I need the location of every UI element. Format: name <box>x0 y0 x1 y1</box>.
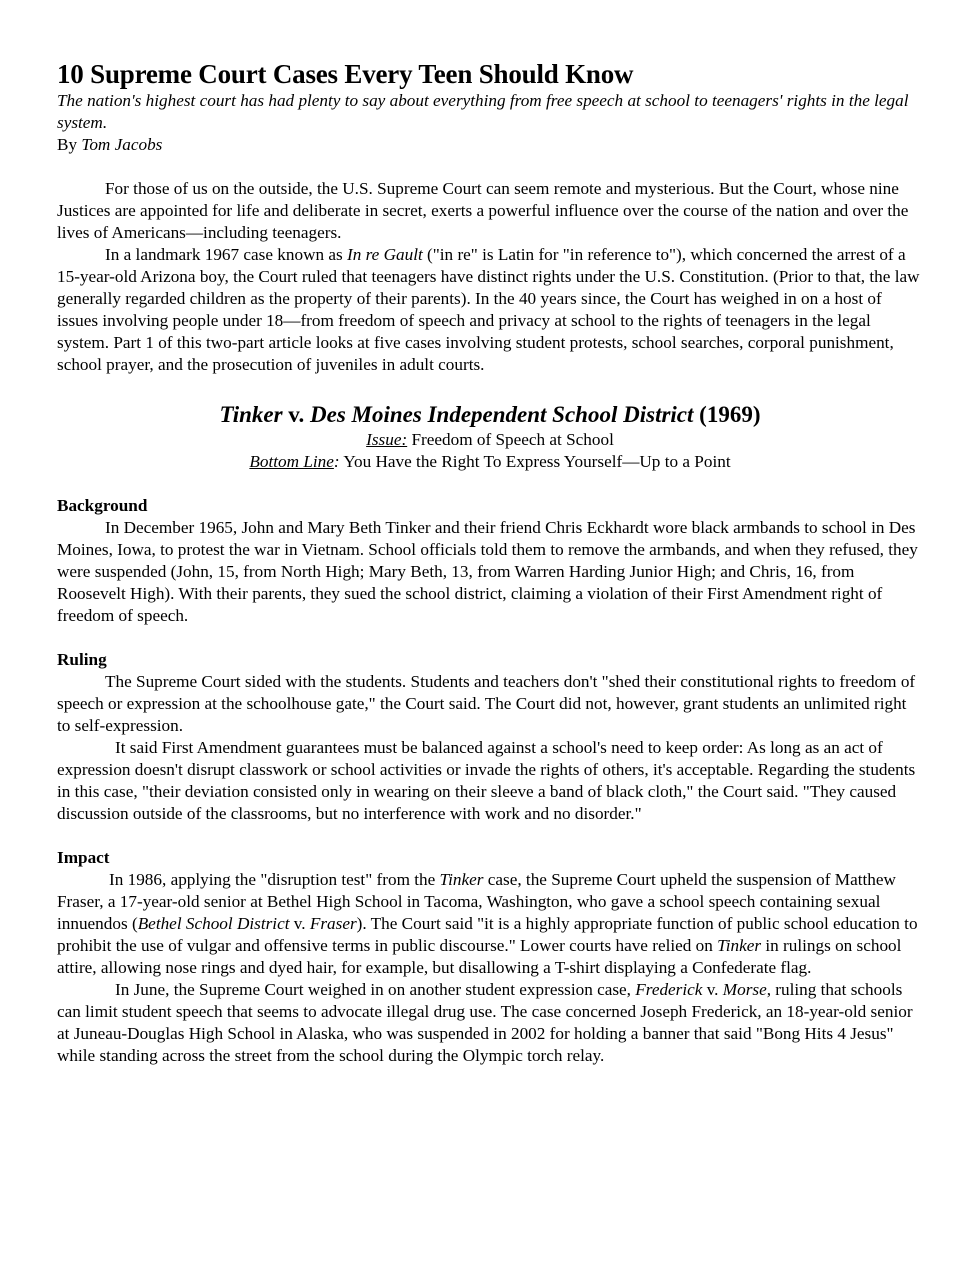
background-heading: Background <box>57 496 148 515</box>
case-party-2: Des Moines Independent School District <box>310 402 694 427</box>
bottom-line-colon: : <box>333 452 340 471</box>
intro-paragraph-1: For those of us on the outside, the U.S. Supreme Court can seem remote and mysterious. But the Court, whose nine Justices are appointed for life and deliberate in secret, exerts a powerful influence over the course of the nation and over the lives of Americans—including teenagers. <box>57 179 909 242</box>
morse-case: Morse <box>722 980 767 999</box>
bottom-line-text: You Have the Right To Express Yourself—Up to a Point <box>343 452 731 471</box>
byline-label: By <box>57 135 78 154</box>
case-year: (1969) <box>699 402 761 427</box>
ruling-heading: Ruling <box>57 650 107 669</box>
article-title: 10 Supreme Court Cases Every Teen Should Know <box>57 59 634 89</box>
bottom-line-label: Bottom Line <box>249 452 334 471</box>
impact-p1-versus: v. <box>293 914 306 933</box>
case-heading <box>57 401 923 429</box>
issue-text: Freedom of Speech at School <box>411 430 614 449</box>
ruling-paragraph-1: The Supreme Court sided with the students. Students and teachers don't "shed their constitutional rights to freedom of speech or expression at the schoolhouse gate," the Court said. The Court did not, however, grant students an unlimited right to self-expression. <box>57 672 916 735</box>
case-bottom-line <box>57 451 923 473</box>
case-versus: v. <box>288 402 305 427</box>
intro-p2-text-a: In a landmark 1967 case known as <box>105 245 343 264</box>
impact-p1-text-a: In 1986, applying the "disruption test" from the <box>109 870 436 889</box>
frederick-case: Frederick <box>635 980 703 999</box>
impact-paragraph-2 <box>57 979 923 1067</box>
case-issue <box>57 429 923 451</box>
byline <box>57 134 923 156</box>
tinker-ref-2: Tinker <box>717 936 762 955</box>
intro-paragraph-2 <box>57 244 923 376</box>
issue-label: Issue: <box>366 430 408 449</box>
in-re-gault-case: In re Gault <box>347 245 423 264</box>
intro-p2-text-b: ("in re" is Latin for "in reference to"), which concerned the arrest of a 15-year-old Arizona boy, the Court ruled that teenagers have distinct rights under the U.S. Constitution. (Prior to that, the law generally regarded children as the property of their parents). In the 40 years since, the Court has weighed in on a host of issues involving people under 18—from freedom of speech and privacy at school to the rights of teenagers in the legal system. Part 1 of this two-part article looks at five cases involving student protests, school searches, corporal punishment, school prayer, and the prosecution of juveniles in adult courts. <box>57 245 920 374</box>
article-subtitle: The nation's highest court has had plenty to say about everything from free speech at school to teenagers' rights in the legal system. <box>57 91 909 132</box>
tinker-ref: Tinker <box>439 870 484 889</box>
impact-heading: Impact <box>57 848 110 867</box>
impact-p1-text-b: case, the Supreme Court upheld the suspension of Matthew Fraser, a 17-year-old senior at Bethel High School in Tacoma, Washington, who gave a school speech containing sexual innuendos ( <box>57 870 896 933</box>
case-party-1: Tinker <box>219 402 283 427</box>
spacer <box>57 473 923 495</box>
impact-p2-text-a: In June, the Supreme Court weighed in on another student expression case, <box>115 980 631 999</box>
impact-p2-versus: v. <box>706 980 719 999</box>
background-paragraph: In December 1965, John and Mary Beth Tinker and their friend Chris Eckhardt wore black armbands to school in Des Moines, Iowa, to protest the war in Vietnam. School officials told them to remove the armbands, and when they refused, they were suspended (John, 15, from North High; Mary Beth, 13, from Warren Harding Junior High; and Chris, 16, from Roosevelt High). With their parents, they sued the school district, claiming a violation of their First Amendment right of freedom of speech. <box>57 518 918 625</box>
bethel-case: Bethel School District <box>137 914 290 933</box>
author-name: Tom Jacobs <box>81 135 163 154</box>
spacer <box>57 156 923 178</box>
fraser-case: Fraser <box>309 914 357 933</box>
impact-p1-text-d: in rulings on school attire, allowing nose rings and dyed hair, for example, but disallowing a T-shirt displaying a Confederate flag. <box>57 936 902 977</box>
impact-paragraph-1 <box>57 869 923 979</box>
spacer <box>57 627 923 649</box>
impact-p1-text-c: ). The Court said "it is a highly appropriate function of public school education to prohibit the use of vulgar and offensive terms in public discourse." Lower courts have relied on <box>57 914 918 955</box>
impact-p2-text-b: , ruling that schools can limit student speech that seems to advocate illegal drug use. The case concerned Joseph Frederick, an 18-year-old senior at Juneau-Douglas High School in Alaska, who was suspended in 2002 for holding a banner that said "Bong Hits 4 Jesus" while standing across the street from the school during the Olympic torch relay. <box>57 980 913 1065</box>
ruling-paragraph-2: It said First Amendment guarantees must be balanced against a school's need to keep order: As long as an act of expression doesn't disrupt classwork or school activities or invade the rights of others, it's acceptable. Regarding the students in this case, "their deviation consisted only in wearing on their sleeve a band of black cloth," the Court said. "They caused discussion outside of the classrooms, but no interference with work and no disorder." <box>57 738 916 823</box>
document-page <box>57 58 923 1067</box>
spacer <box>57 825 923 847</box>
